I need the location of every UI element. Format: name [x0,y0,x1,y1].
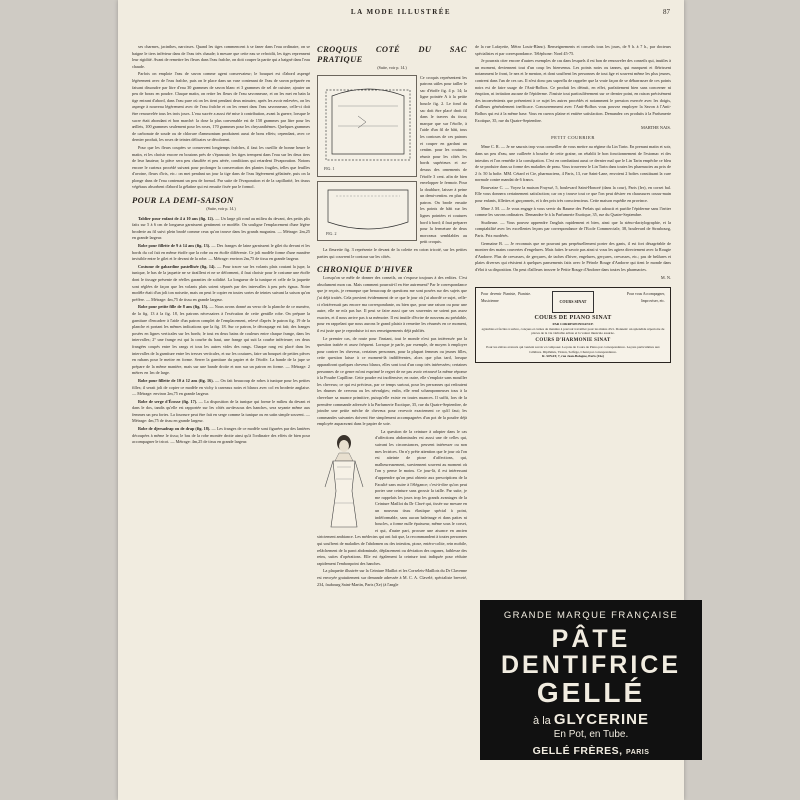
column-middle [317,44,467,589]
column-left [132,44,310,447]
paragraph: Ce croquis représentent les patrons utiles pour tailler le sac d'étoffe fig. 4 p. 14; la ligne pointée A à la petite boucle fig. 2. Le fond du sac doit être placé droit fil dans le travers du tissu; marque que sur l'étoffe, à l'aide d'un fil de bâti, tous les contours de ces patrons et couper en gardant un centim. pour les coutures; réunir pour les côtés les bords supérieurs et au-dessus des ornements de l'étoffe 3 cent. afin de bien envelopper le fermoir. Pour la doublure, laisser à peine un demi-centim. en plus du patron. On brode ensuite les points de bâti sur les lignes pointées et coutures bord à bord; il faut préparer pour la fermeture de deux morceaux semblables au petit croquis. [420,74,467,245]
pattern-figure-2 [317,181,417,241]
paragraph: Germaine B. — Je reconnais que ne pouvant pas perpétuellement porter des gants, il est fort désagréable de montrer des mains couvertes d'engelures. Mais faites le savoir pas ainsi si vous les agirez directement avec la Rougie d'Andorre. Plus de crevasses, de gerçures, de taches d'hiver, engelures, gerçures, crevasses, etc.; pas de brûlures et plaies diverses qui résistent à quelques pansements faits avec le Pétrole Rouge d'Andorre qui tient le monde dans d'éloi à sa disposition. On peut d'ailleurs trouver le Petite Rouge d'Andorre dans toutes les pharmacies. [475,240,671,272]
item-text: — Les franges de ce modèle sont figurées par des lanières découpées à même le tissu; le bas de la robe montée droite ainsi qu'à l'ordinaire des effets de bien pour accompagner le tricot. — Métrage: 4m,25 de tissu en grande largeur. [132,426,310,445]
corset-illustration [317,431,371,531]
item-heading: Robe de djersadrap ou de drap (fig. 18). [138,426,211,432]
ad-text: Pour les élèves avancés qui veulent savoir et composer. Leçons de Cours de Piano par correspondance. Leçons particulières aux Célèbres. Diplômés, Violon, Solfège, Chant par correspondance. [486,344,660,354]
paragraph: de la rue Lafayette, Métro Louis-Blanc). Renseignements et conseils tous les jours, de 9 h. à 7 h., par docteurs spécialistes et par correspondance. Téléphone: Nord 45-75. [475,44,671,56]
ad-maker: GELLÉ FRÈRES, [532,745,623,757]
ad-text: Pour devenir Pianiste, Pianiste. Musicienne [481,292,531,303]
ad-brand-line: GRANDE MARQUE FRANÇAISE [503,610,679,621]
cours-sinat-logo: COURS SINAT [552,291,594,313]
ad-text: GLYCERINE [553,711,649,728]
section-subheading: (Suite, voir p. 14.) [377,65,407,70]
item-heading: Robe pour fillette de 10 à 12 ans (fig. 16). [138,377,214,383]
ad-product-line: GELLÉ [536,677,646,708]
item-text: — Un large pli rond au milieu du devant, des petits plis faits sur 5 à 6 cm de longueur garnissent gentiment ce modèle. On souligne l'emplacement d'une légère broderie au fil suivi plein brodé comme ceux qu'on trouve dans les grands magasins. — Métrage: 2m,25 en grande largeur. [132,215,311,241]
petit-courrier-heading: PETIT COURRIER [551,134,595,140]
section-heading-chronique: CHRONIQUE D'HIVER [317,264,413,275]
item-text: — Nous avons donné au verso de la planche de ce numéro, de la fig. 13 à la fig. 18, les patrons nécessaires à l'exécution de cette gentille robe. On prépare la garniture d'encadrer à l'aide d'un patron complet de l'emplacement, relevé d'après le patron fig. 19 de la planche et portant les mêmes indications que la fig. 18. Sur ce patron, le découpage est fait; des franges posées en lignes verticales sur les bords; le tout en deux bains de couleurs entre chaque frange, dans les intervalles; 2° une frange est qui la courbe du haut, une frange qui suit la courbe inférieure; ces deux frangées coupés entre les rangs et tous les autres vides des rangs. Chaque rang est placé dans les intervalles de la garniture entre les tresses verticales, et sur les coutures, faire un bouquet de petites pièces en rubans pour le mettre en forme. Serrer la garniture du papier et de l'étoffe. La bande de la jupe se prépare de la même manière, mais sur une bande droite et non sur un patron en forme. — Métrage: 2 mètres en 1m de large. [132,304,311,376]
ad-product-line: PÂTE [551,625,631,653]
item-text: — Des franges de laine garnissent le gilet du devant et les bords du col fait en même étoffe que la robe ou en étoffe différente. Ce joli modèle forme d'une manière invisible entre le gilet et le devant de la robe. — Métrage: environ 2m,75 de tissu en grande largeur. [132,243,310,262]
ad-title: COURS D'HARMONIE SINAT [535,338,611,344]
section-heading-demi-saison: POUR LA DEMI-SAISON [132,195,234,206]
item-heading: Robe de serge d'Écosse (fig. 17). [138,398,198,404]
section-subheading: (Suite, voir p. 14.) [206,206,236,212]
paragraph: Studieuse. — Vous pouvez apprendre l'anglais rapidement et bien, ainsi que la sténo-dactylographie, et la comptabilité avec les excellentes leçons par correspondance de l'Ecole Commerciale, 38, boulevard de Strasbourg, Paris. Prix modérés. [475,219,671,239]
column-right [475,44,671,363]
item-text: — La disposition de la tunique qui forme le milieu du devant et dans le dos, tandis qu'elle est rapportée sur les côtés au-dessous des hanches, sera seyante même aux femmes un peu fortes. La fourrure peut être fait en serge comme la tunique ou en satin simple souvent. — Métrage: 4m,75 de tissu en grande largeur. [132,398,310,424]
advertisement-pate-dentifrice [480,600,702,760]
signature: M. N. [660,274,671,280]
bag-pattern-icon [318,76,418,176]
paragraph: Pour que les fleurs coupées se conservent longtemps fraîches, il faut les cueillir de bonne heure le matin, et les choisir encore en boutons près de s'épanouir; les tiges trempent dans l'eau sur les deux tiers de leur hauteur; la pièce sera peu chauffée et peu aérée, conditions qui retardent l'évaporation. Notons encore le curieux procédé suivant pour prolonger la conservation des plantes fragiles, telles que feuilles d'avoine, fleurs d'iris, etc.: on met pendant un jour la tige dans de l'eau légèrement gélatinée, puis on la plonge dans de l'eau contenant un peu de formol. Par suite de l'évaporation et de la capillarité, les tissus végétaux absorbent d'abord la gélatine qui est ensuite fixée par le formol. [132,144,310,190]
paragraph: La fleurette fig. 3 représente le devant de la colette en coton tricoté, sur les petites parties qui couvrent le contour sur les côtés. [317,247,467,259]
item-heading: Costume de gabardine pastellisée (fig. 14). [138,263,216,269]
clasp-pattern-icon [318,182,418,240]
ad-title: COURS DE PIANO SINAT [534,315,612,322]
advertisement-piano [475,287,671,363]
ad-text: Pour vous Accompagner, Improviser, etc. [626,292,665,303]
item-heading: Robe pour fillette de 9 à 14 ans (fig. 13). [138,243,211,249]
paragraph: La question de la ceinture à adopter dans le cas d'affections abdominales est aussi une de celles qui, suivant les circonstances, peuvent intéresser ou non mes lectrices. On n'y prête attention que le jour où l'on est atteinte de ptose d'affections, qui, malheureusement, surviennent souvent au moment où l'on y pense le moins. Ce jour-là, il est intéressant d'apprendre qu'on peut obtenir aux prescriptions de la Faculté sans nuire à l'élégance; c'est-à-dire qu'on peut porter une ceinture sans grossir la taille. Par suite, je me rappelais les jours trop les grands avantages de la Ceinture Maillot du Dr Clavé qui, tissée sur mesure en un nouveau tissu élastique spécial à point, indéformable, sans aucun baleinage et dans pattes ni boucles, a forme nulle épaisseur, même sous le corset, et qui, d'autre part, procure une aisance en ancien strictement ambiance. Les médecins qui ont fait que, la recommandent à toutes personnes qui souffrent de maladies de l'abdomen ou des intestins, ptose, entéro-colite, rein mobile, relâchement de la paroi abdominale, déplacement ou déviation des organes, faiblesse des reins, suites d'opérations. Elle est également la ceinture tout indiquée pour réduire rapidement l'embonpoint des hanches. [317,428,468,566]
ad-city: PARIS [626,749,650,756]
ad-address: R. SINAT, 7, rue Jean-Bologne, Paris (16e) [542,354,604,359]
ad-product-line: DENTIFRICE [501,651,681,679]
section-heading-croquis: CROQUIS COTÉ DU SAC PRATIQUE [317,44,467,64]
item-heading: Robe pour petite fille de 8 ans (fig. 15). [138,304,209,310]
paragraph: Bourvaize C. — Voyez la maison Frayssé, 5, boulevard Saint-Honoré (dans la cour), Paris (Ier), en corset bal. Elle vous donnera certainement satisfaction; car on y trouve tout ce que l'on peut désirer en chaussures cousu-main pour enfants, fillettes et garçonnets, et à des prix très consciencieux. Cette maison expédie en province. [475,184,671,204]
paragraph: Mme J. M. — Je vous engage à vous servir du Baume des Prelats qui adoucit et purifie l'épiderme sans l'irriter comme les savons ordinaires. Demandez-le à la Parfumerie Exotique, 35, rue du Quatre-Septembre. [475,205,671,218]
ad-text: à la [533,715,551,727]
paragraph: ses charmes, jacinthes, narcisses. Quand les tiges commencent à se faner dans l'eau ordinaire, on se baigne le tiers inférieur dans de l'eau très chaude; à mesure que cette eau se refroidit, les tiges reprennent leur rigidité. Avant de remettre les fleurs dans l'eau fraîche, on doit couper la partie qui a baigné dans l'eau chaude. [132,44,310,69]
ad-text: agréables et faciles à suivre, conçues et créées de manière à pouvoir travailler pour les mains d'ici. Donnent: un splendide répertoire de pièces de la vie véritable artiste et la valeur musicale assurée. [481,326,665,336]
paragraph: Lorsqu'on se mêle de donner des conseils, on s'expose toujours à des redites. C'est absolument mon cas. Mais comment pourrait-il en être autrement? Par le correspondance que je reçois, je remarque que beaucoup de questions me sont posées sur des sujets que j'ai déjà traités. Cela provient évidemment de ce que le jour où j'ai abordé ce sujet, celle-ci n'intéressait pas encore ma correspondante, ou bien que, pour une raison ou pour une autre, elle ne m'a pas lue. Il peut se faire aussi que ses souvenirs ne soient pas assez exactes, et il nous arrive pas à sa mémoire. Il est inutile d'écrire de nouveau au préalable, pour en rappelant que nous aurons le grand plaisir à remettre les résumés en ce moment, il est juste que je reproduise ici nos renseignements déjà publiés. [317,275,467,333]
item-heading: Tablier pour enfant de 4 à 10 ans (fig. 12). [138,215,214,221]
signature: MARTHE NAIS. [640,125,671,131]
magazine-title: LA MODE ILLUSTRÉE [350,8,452,16]
paragraph: Mme C. R. — Je ne saurais trop vous conseiller de vous mettre au régime du Lin Tarin. En prenant matin et soir, dans un peu d'eau, une cuillerée à bouche de cette graine, on rétablit le bon fonctionnement de l'estomac et des intestins et l'on remédie à la constipation. C'est en combattant aussi ce dernier mal que le Lin Tarin empêche ce bleu de se produire dans sa forme des maladies de peau. Vous trouverez le Lin Tarin dans toutes les pharmacies au prix de 2 fr. 50 la boîte. MM. Cétard et Cie, pharmaciens, 4 Paris, 13, rue Saint-Lane, envoient 2 boîtes constituant la cure normale contre mandat de 6 francs. [475,144,671,183]
figure-label: FIG. 2 [326,230,337,236]
paragraph: Je pourrais citer encore d'autres exemples de cas dans lesquels il est bon de renouveler des conseils qui, inutiles à un moment, deviennent tout d'un coup les bienvenus. Les points noirs ou tannes, qui marquent et flétrissent notamment le front, le nez et le menton, et dont souffrent les personnes de tout âge et souvent même les plus jeunes, contrent dans l'un de ces cas. Il n'est donc pas superflu de rappeler que la vraie façon de se débarrasser de ces points noirs est de faire usage de l'Anti-Bolbos. Ce produit les détruit, en effet, parfaitement bien sans concerner ni éruption, ni irritation aucune de l'épiderme. J'insiste tout particulièrement sur ce dernier point, en raison précisément des inconvénients que présentent à ce sujet les autres procédés et notamment le pression exercée avec les doigts, d'ailleurs généralement inefficace. Concurremment avec l'Anti-Bolbos vous pouvez employer la Savon à l'Anti-Bolbos qui est à la même base. Vous en cueros plaine et entière satisfaction. Demandez ces produits à la Parfumerie Exotique, 35, rue du Quatre-Septembre. [475,58,671,123]
ad-text: En Pot, en Tube. [553,729,629,740]
figure-label: FIG. 1 [324,165,335,171]
ad-subtitle: PAR CORRESPONDANCE [552,321,594,326]
page-number: 87 [663,8,670,16]
running-header [118,8,684,20]
paragraph: Parfois on emploie l'eau de savon comme agent conservateur; le bouquet est d'abord aspergé légèrement avec de l'eau fraîche, puis on le place dans un vase contenant de l'eau de savon préparée en faisant dissoudre par litre d'eau 30 grammes de savon blanc et 3 grammes de sel de cuisine; ajouter un peu de borax en poudre. Chaque matin, on retire les fleurs de l'eau savonneuse, et on les met en bain la tige entrant d'abord, dans l'eau pure où on les tient pendant deux minutes; après les avoir enlevées, on les asperge à nouveau légèrement avec de l'eau fraîche et on les remet dans l'eau savonneuse, celle-ci doit être renouvelée tous les trois jours. L'eau sucrée a aussi été mise à contribution, avant la guerre, lorsque le sucre était abondant et bon marché: la dose la plus convenable est de 150 grammes par litre pour les œillets, 100 grammes seulement pour les roses, 170 grammes pour les chrysanthèmes. Quelques grammes de carbonate de soude ou de chlorure d'ammonium produisent aussi de bons effets; cependant, avec ce dernier produit, les roses de teintes délicates se décolorent. [132,71,310,143]
item-text: — On fait beaucoup de robes à tunique pour les petites filles; il serait joli de copier ce modèle en vichy à carreaux noirs et blancs avec col en broderie anglaise. — Métrage: environ 2m,75 en grande largeur. [132,377,310,397]
woman-figure-icon [317,431,371,531]
item-text: — Pour tracer sur les volants plats coutant la jupe, la tunique, le bas de la jaquette ne se tiraillent et ne se déforment, il faut choisir pour le costume une étoffe dont le tissage présente de réelles garanties de solidité. La longueur de la tunique et celle de la jaquette sont réglées de façon que les volants plats soient séparés par des intervalles à peu près égaux. Notre modèle était d'un joli ton noisette, mais on peut le copier en toutes sortes de teintes suivant la saison qu'on préfère. — Métrage: 4m,75 de tissu en grande largeur. [132,263,310,302]
paragraph: Le premier cas, de route pour l'instant, tout le monde n'est pas intéressée par la question traitée et assez fréquent. Lorsque je parle, par exemple, de moyen à employer pour contrer les cheveux, certaines personnes, pour la plupart femmes ou jeunes filles, cette question laisse à ce moment-là indifférentes, alors que plus tard, lorsque apparaîtront quelques cheveux blancs, elles sont tout d'un coup très intéressées; certaines personnes de ce genre m'ont exprimé le regret de ne pas avoir retrouvé la même réponse à la Poudre Capilline. Cette poudre est inoffensive; en outre, elle s'emploie sans mouiller les cheveux; ce qui est précieux, par ce temps surtout, pour les personnes qui redoutent les rhumes de cerveau ou les névralgies; enfin, elle rend schamponneuses tous à la chevelure sa nuance primitive, puisqu'elle existe en toutes nuances. Il suffit, lors de la première commande adressée à la Parfumerie Exotique, 35, rue du Quatre-Septembre, de joindre une petite mèche de cheveux pour recevoir exactement ce qu'il faut; les commandes suivantes doivent être simplement accompagnées d'un pot de la poudre déjà employée auparavant dans le papier de soie. [317,335,467,427]
paragraph: La plaquette illustrée sur la Ceinture Maillot et les Corselets-Maillots du Dr Clavenne est envoyée gratuitement sur demande adressée à M. C. A. Clavelé, spécialiste breveté, 234, faubourg Saint-Martin, Paris (Xe) (à l'angle [317,568,467,587]
pattern-figure-1 [317,75,417,177]
